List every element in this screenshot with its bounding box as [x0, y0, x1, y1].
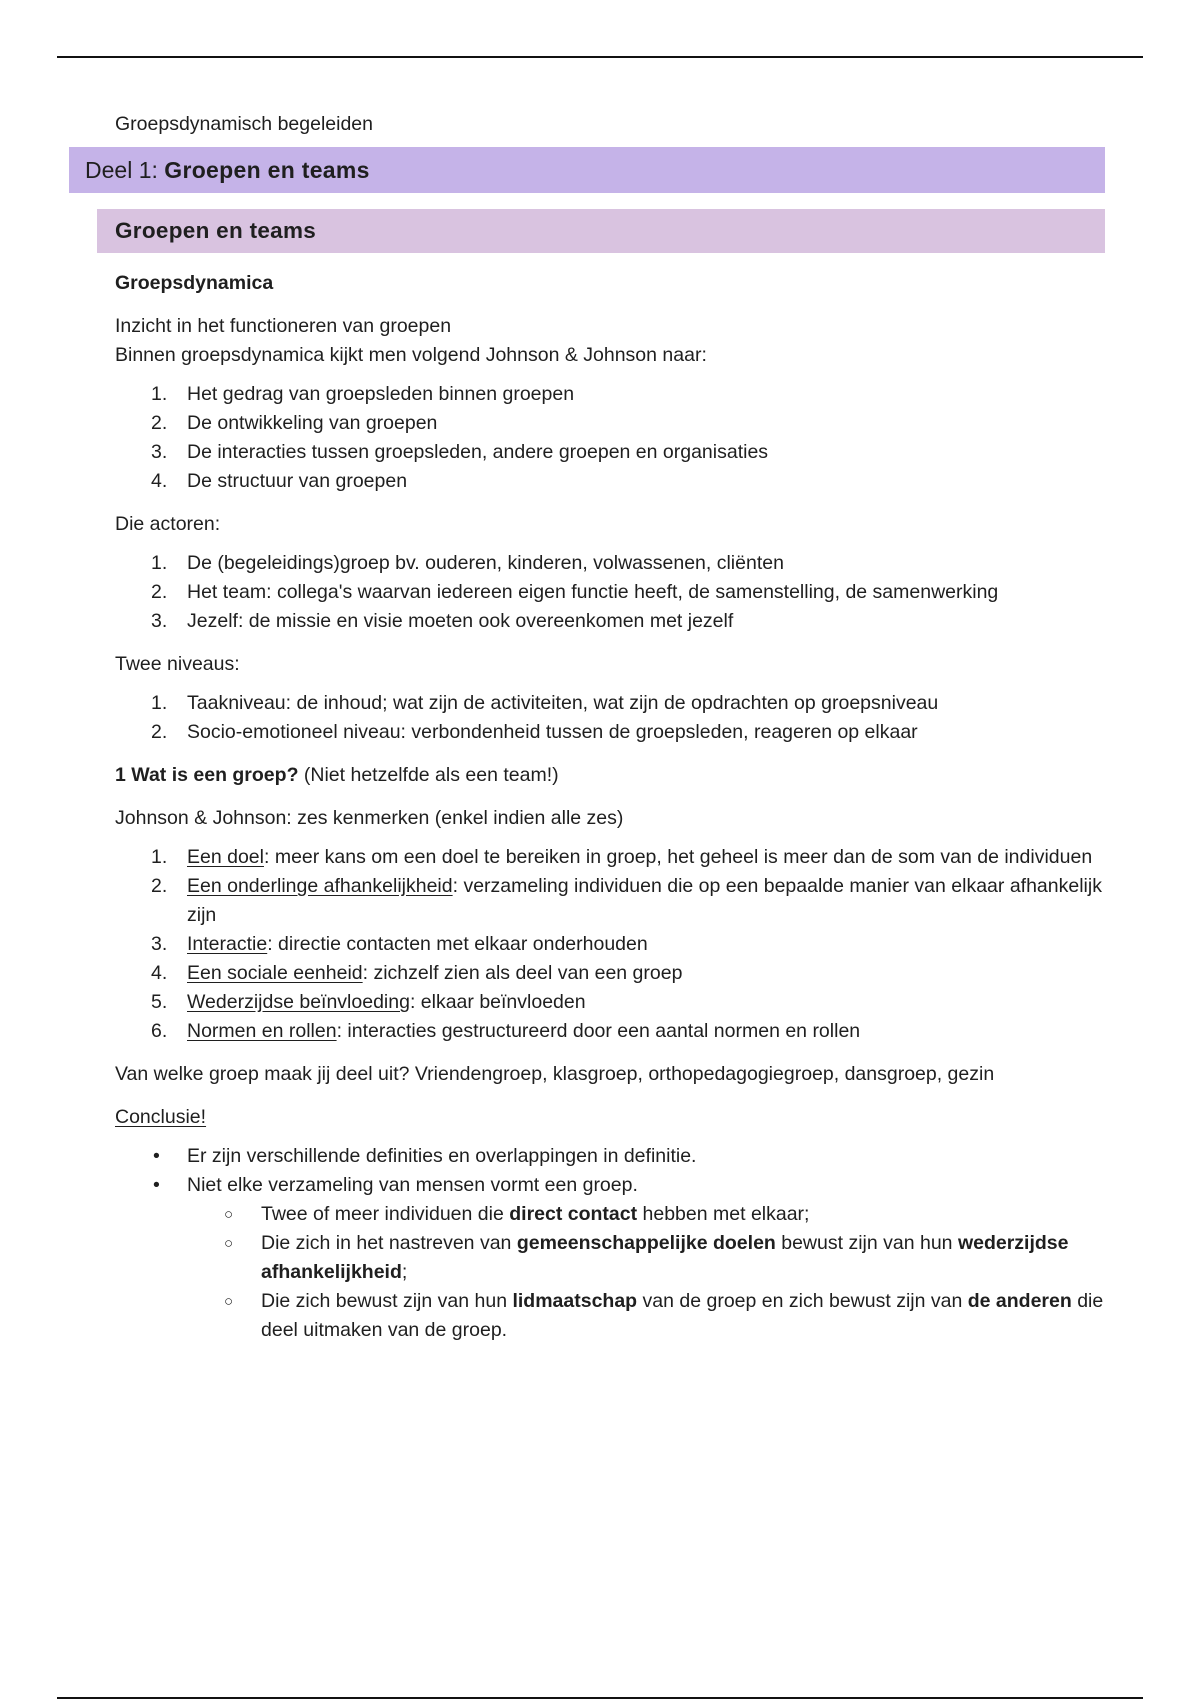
- list-item: 1. Een doel: meer kans om een doel te bereiken in groep, het geheel is meer dan de som van de individuen: [151, 846, 1093, 868]
- footer-rule: [57, 1697, 1143, 1699]
- intro-line-2: Binnen groepsdynamica kijkt men volgend Johnson & Johnson naar:: [115, 344, 707, 366]
- intro-line-1: Inzicht in het functioneren van groepen: [115, 315, 452, 337]
- study-topics-list: [115, 380, 1115, 496]
- list-item: 3. De interacties tussen groepsleden, andere groepen en organisaties: [151, 441, 769, 463]
- document-body: [85, 110, 1115, 1355]
- part-prefix: Deel 1:: [85, 157, 165, 183]
- sub-list: [187, 1200, 1115, 1345]
- kenmerken-intro: Johnson & Johnson: zes kenmerken (enkel indien alle zes): [115, 807, 624, 829]
- list-item: 4. De structuur van groepen: [151, 470, 408, 492]
- list-item: 1. De (begeleidings)groep bv. ouderen, kinderen, volwassenen, cliënten: [151, 552, 784, 574]
- list-item: 5. Wederzijdse beïnvloeding: elkaar beïnvloeden: [151, 991, 586, 1013]
- part-heading: [69, 147, 1105, 193]
- list-item: 2. Een onderlinge afhankelijkheid: verzameling individuen die op een bepaalde manier van elkaar afhankelijk zijn: [151, 875, 1102, 926]
- header-rule: [57, 56, 1143, 58]
- list-item: 2. Socio-emotioneel niveau: verbondenheid tussen de groepsleden, reageren op elkaar: [151, 721, 918, 743]
- sub-list-item: ○ Die zich bewust zijn van hun lidmaatschap van de groep en zich bewust zijn van de anderen die deel uitmaken van de groep.: [224, 1290, 1104, 1341]
- list-item: 3. Interactie: directie contacten met elkaar onderhouden: [151, 933, 648, 955]
- niveaus-heading: Twee niveaus:: [115, 653, 240, 675]
- list-item: 4. Een sociale eenheid: zichzelf zien als deel van een groep: [151, 962, 683, 984]
- list-item: 6. Normen en rollen: interacties gestructureerd door een aantal normen en rollen: [151, 1020, 861, 1042]
- part-title: Groepen en teams: [164, 157, 370, 183]
- niveaus-list: [115, 689, 1115, 747]
- conclusion-list: [115, 1142, 1115, 1345]
- list-item: 2. Het team: collega's waarvan iedereen eigen functie heeft, de samenstelling, de samenwerking: [151, 581, 999, 603]
- list-item: 1. Het gedrag van groepsleden binnen groepen: [151, 383, 575, 405]
- list-item: • Niet elke verzameling van mensen vormt een groep. ○ Twee of meer individuen die direct contact hebben met elkaar; ○ Die zich in het nastreven van gemeenschappelijke doelen bewust zijn van hun wederzijdse afhankelijkheid; ○ Die zich bewust zijn van hun lidmaatschap van de groep en zich bewust zijn van de anderen die deel uitmaken van de groep.: [115, 1171, 1115, 1345]
- list-item: 1. Taakniveau: de inhoud; wat zijn de activiteiten, wat zijn de opdrachten op groepsniveau: [151, 692, 939, 714]
- list-item: • Er zijn verschillende definities en overlappingen in definitie.: [153, 1145, 697, 1167]
- section-heading: Groepsdynamica: [115, 272, 274, 294]
- list-item: 2. De ontwikkeling van groepen: [151, 412, 438, 434]
- chapter-heading: Groepen en teams: [97, 209, 1105, 253]
- conclusion-heading: Conclusie!: [115, 1106, 207, 1128]
- actoren-list: [115, 549, 1115, 636]
- kenmerken-list: [115, 843, 1115, 1046]
- question-line: Van welke groep maak jij deel uit? Vriendengroep, klasgroep, orthopedagogiegroep, dansgroep, gezin: [115, 1063, 995, 1085]
- question-heading: 1 Wat is een groep? (Niet hetzelfde als een team!): [115, 764, 559, 786]
- list-item: 3. Jezelf: de missie en visie moeten ook overeenkomen met jezelf: [151, 610, 734, 632]
- actoren-heading: Die actoren:: [115, 513, 221, 535]
- sub-list-item: ○ Die zich in het nastreven van gemeenschappelijke doelen bewust zijn van hun wederzijdse afhankelijkheid;: [224, 1232, 1069, 1283]
- doc-title: Groepsdynamisch begeleiden: [115, 113, 373, 135]
- sub-list-item: ○ Twee of meer individuen die direct contact hebben met elkaar;: [224, 1203, 810, 1225]
